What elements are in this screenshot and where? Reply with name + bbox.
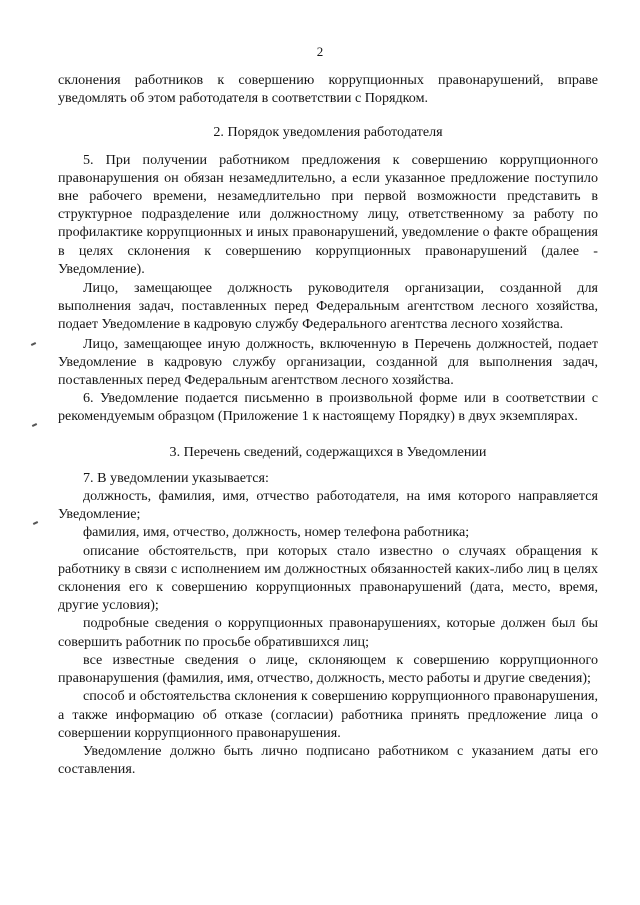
- list-item: описание обстоятельств, при которых стало известно о случаях обращения к работнику в связи с исполнением им должностных обязанностей каких-либо лиц в целях склонения его к совершению коррупционных правонарушений (дата, место, время, другие условия);: [58, 542, 598, 614]
- list-item: все известные сведения о лице, склоняющем к совершению коррупционного правонарушения (фамилия, имя, отчество, должность, место работы и другие сведения);: [58, 651, 598, 687]
- margin-mark: [31, 342, 36, 346]
- list-item: должность, фамилия, имя, отчество работодателя, на имя которого направляется Уведомление;: [58, 488, 598, 523]
- paragraph-5: 5. При получении работником предложения к совершению коррупционного правонарушения он обязан незамедлительно, а если указанное предложение поступило вне рабочего времени, незамедлительно при первой возможности представить в структурное подразделение или должностному лицу, ответственному за работу по профилактике коррупционных и иных правонарушений, уведомление о факте обращения в целях склонения к совершению коррупционных правонарушений (далее - Уведомление).: [58, 151, 598, 277]
- paragraph-other-positions: Лицо, замещающее иную должность, включенную в Перечень должностей, подает Уведомление в кадровую службу организации, созданной для выполнения задач, поставленных перед Федеральным агентством лесного хозяйства.: [58, 335, 598, 389]
- paragraph-6: 6. Уведомление подается письменно в произвольной форме или в соответствии с рекомендуемым образцом (Приложение 1 к настоящему Порядку) в двух экземплярах.: [58, 390, 598, 425]
- document-body: [58, 71, 598, 778]
- margin-mark: [33, 521, 38, 525]
- list-item: способ и обстоятельства склонения к совершению коррупционного правонарушения, а также информацию об отказе (согласии) работника принять предложение лица о совершении коррупционного правонарушения.: [58, 688, 598, 741]
- paragraph-7-intro: 7. В уведомлении указывается:: [83, 469, 269, 486]
- section-3-heading: 3. Перечень сведений, содержащихся в Уведомлении: [169, 443, 487, 460]
- closing-paragraph: Уведомление должно быть лично подписано работником с указанием даты его составления.: [58, 742, 598, 778]
- continuation-paragraph: склонения работников к совершению коррупционных правонарушений, вправе уведомлять об этом работодателя в соответствии с Порядком.: [58, 72, 598, 107]
- section-2-heading: 2. Порядок уведомления работодателя: [213, 124, 443, 141]
- margin-mark: [32, 423, 37, 427]
- list-item: подробные сведения о коррупционных правонарушениях, которые должен был бы совершить работник по просьбе обратившихся лиц;: [58, 615, 598, 650]
- list-item: фамилия, имя, отчество, должность, номер телефона работника;: [83, 524, 470, 541]
- paragraph-head-of-organization: Лицо, замещающее должность руководителя организации, созданной для выполнения задач, поставленных перед Федеральным агентством лесного хозяйства, подает Уведомление в кадровую службу Федерального агентства лесного хозяйства.: [58, 280, 598, 333]
- page-number: 2: [316, 44, 324, 59]
